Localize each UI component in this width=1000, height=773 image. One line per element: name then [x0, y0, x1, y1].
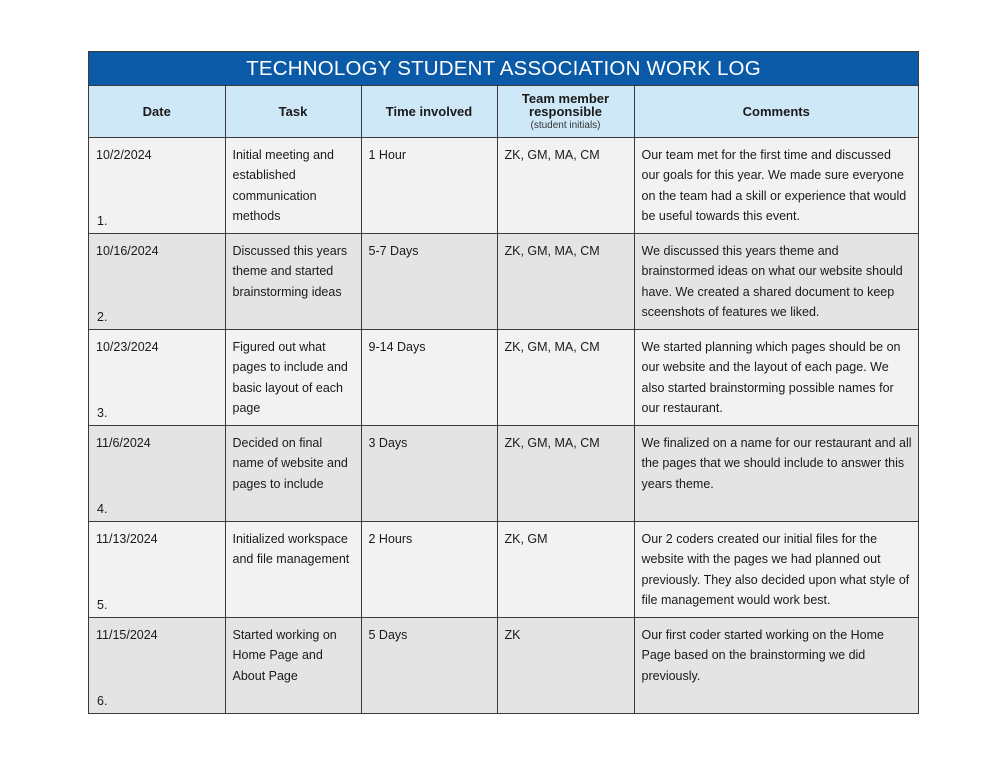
task-cell: Initialized workspace and file management — [225, 521, 361, 617]
date-value: 10/2/2024 — [96, 147, 152, 162]
header-team-subtitle: (student initials) — [530, 119, 601, 131]
table-row — [89, 425, 918, 521]
comments-cell: Our team met for the first time and discussed our goals for this year. We made sure everyone on the team had a skill or experience that would be useful towards this event. — [634, 137, 918, 233]
header-team: Team member responsible (student initials) — [497, 86, 634, 137]
time-cell: 1 Hour — [361, 137, 497, 233]
date-cell — [89, 521, 225, 617]
time-cell: 5 Days — [361, 617, 497, 713]
comments-cell: Our first coder started working on the Home Page based on the brainstorming we did previously. — [634, 617, 918, 713]
team-cell: ZK, GM, MA, CM — [497, 233, 634, 329]
header-time: Time involved — [361, 86, 497, 137]
time-cell: 5-7 Days — [361, 233, 497, 329]
date-value: 10/16/2024 — [96, 243, 159, 258]
time-cell: 9-14 Days — [361, 329, 497, 425]
date-value: 11/15/2024 — [96, 627, 158, 642]
date-cell — [89, 329, 225, 425]
date-cell — [89, 137, 225, 233]
team-cell: ZK, GM — [497, 521, 634, 617]
task-cell: Initial meeting and established communication methods — [225, 137, 361, 233]
date-value: 11/13/2024 — [96, 531, 158, 546]
work-log-table — [89, 86, 918, 713]
comments-cell: We finalized on a name for our restaurant and all the pages that we should include to answer this years theme. — [634, 425, 918, 521]
row-number: 6. — [97, 694, 108, 708]
table-row — [89, 137, 918, 233]
row-number: 1. — [97, 213, 108, 228]
task-cell: Figured out what pages to include and basic layout of each page — [225, 329, 361, 425]
work-log-title: TECHNOLOGY STUDENT ASSOCIATION WORK LOG — [89, 52, 918, 86]
date-cell — [89, 233, 225, 329]
date-value: 10/23/2024 — [96, 339, 159, 354]
header-row — [89, 86, 918, 137]
table-row — [89, 329, 918, 425]
team-cell: ZK, GM, MA, CM — [497, 329, 634, 425]
table-row — [89, 233, 918, 329]
header-comments: Comments — [634, 86, 918, 137]
work-log-sheet — [88, 51, 919, 714]
task-cell: Started working on Home Page and About Page — [225, 617, 361, 713]
header-date: Date — [89, 86, 225, 137]
row-number: 3. — [97, 405, 108, 420]
comments-cell: We started planning which pages should be on our website and the layout of each page. We also started brainstorming possible names for our restaurant. — [634, 329, 918, 425]
team-cell: ZK, GM, MA, CM — [497, 425, 634, 521]
row-number: 2. — [97, 309, 108, 324]
team-cell: ZK, GM, MA, CM — [497, 137, 634, 233]
task-cell: Decided on final name of website and pages to include — [225, 425, 361, 521]
date-cell — [89, 425, 225, 521]
table-row — [89, 521, 918, 617]
date-cell — [89, 617, 225, 713]
comments-cell: Our 2 coders created our initial files for the website with the pages we had planned out previously. They also decided upon what style of file management would work best. — [634, 521, 918, 617]
header-task: Task — [225, 86, 361, 137]
team-cell: ZK — [497, 617, 634, 713]
time-cell: 2 Hours — [361, 521, 497, 617]
table-row — [89, 617, 918, 713]
comments-cell: We discussed this years theme and brainstormed ideas on what our website should have. We created a shared document to keep sceenshots of features we liked. — [634, 233, 918, 329]
row-number: 5. — [97, 597, 108, 612]
time-cell: 3 Days — [361, 425, 497, 521]
date-value: 11/6/2024 — [96, 435, 151, 450]
task-cell: Discussed this years theme and started brainstorming ideas — [225, 233, 361, 329]
row-number: 4. — [97, 501, 108, 516]
